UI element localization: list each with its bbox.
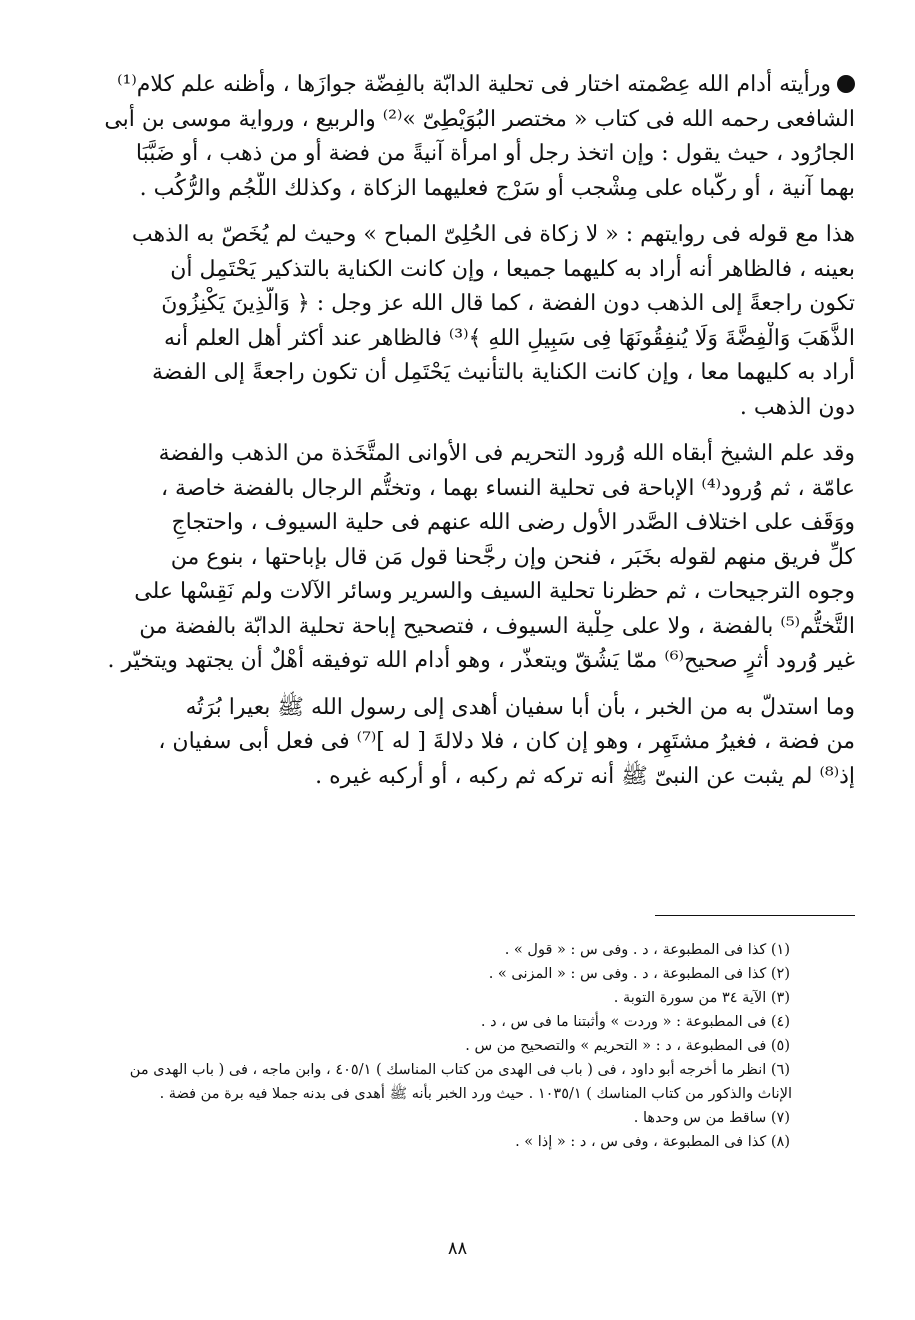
paragraph-3 [60,437,855,679]
text-line: وجوه الترجيحات ، ثم حظرنا تحلية السيف والسرير وسائر الآلات ولم نَقِسْها على [134,579,855,604]
footnote-separator [655,915,855,916]
text-line: تكون راجعةً إلى الذهب دون الفضة ، كما قال الله عز وجل : ﴿ وَالَّذِينَ يَكْنِزُونَ [161,291,855,316]
footnote-5: (٥) فى المطبوعة ، د : « التحريم » والتصحيح من س . [465,1038,790,1054]
text-line: عامّة ، ثم وُرود⁽⁴⁾ الإباحة فى تحلية النساء بهما ، وتختُّم الرجال بالفضة خاصة ، [160,475,855,501]
footnote-6: (٦) انظر ما أخرجه أبو داود ، فى ( باب فى الهدى من كتاب المناسك ) ٤٠٥/١ ، وابن ماجه ، فى ( باب الهدى من [129,1062,790,1078]
footnote-2: (٢) كذا فى المطبوعة ، د . وفى س : « المزنى » . [488,966,790,982]
text-line: ووَقَف على اختلاف الصَّدر الأول رضى الله عنهم فى حلية السيوف ، واحتجاجِ [171,510,855,535]
text-line: الجارُود ، حيث يقول : وإن اتخذ رجل أو امرأة آنيةً من فضة أو من ذهب ، أو ضَبَّبَا [135,141,855,166]
paragraph-1 [60,68,855,206]
text-line: دون الذهب . [739,394,855,420]
footnote-6-continued: الإناث والذكور من كتاب المناسك ) ١٠٣٥/١ . حيث ورد الخبر بأنه ﷺ أهدى فى بدنه جملا فيه برة من فضة . [159,1086,792,1102]
text-line: أراد به كليهما معا ، وإن كانت الكناية بالتأنيث يَحْتَمِل أن تكون راجعةً إلى الفضة [151,360,855,385]
text-line: وقد علم الشيخ أبقاه الله وُرود التحريم فى الأوانى المتَّخَذة من الذهب والفضة [158,441,855,466]
text-line: من فضة ، فغيرُ مشتَهِر ، وهو إن كان ، فلا دلالةَ [ له ]⁽⁷⁾ فى فعل أبى سفيان ، [158,729,855,754]
paragraph-2 [60,218,855,425]
bullet-icon [837,75,855,93]
footnote-3: (٣) الآية ٣٤ من سورة التوبة . [613,990,790,1006]
footnote-4: (٤) فى المطبوعة : « وردت » وأثبتنا ما فى س ، د . [480,1014,790,1030]
text-line: الذَّهَبَ وَالْفِضَّةَ وَلَا يُنفِقُونَهَا فِى سَبِيلِ اللهِ ﴾⁽³⁾ فالظاهر عند أكثر أهل العلم أنه [164,325,855,351]
footnotes [60,938,790,1154]
paragraph-4 [60,691,855,795]
text-line [60,68,855,103]
text-line: التَّختُّم⁽⁵⁾ بالفضة ، ولا على حِلْية السيوف ، فتصحيح إباحة تحلية الدابّة بالفضة من [139,613,855,639]
text-line: بهما آنية ، أو ركَّباه على مِشْجب أو سَرْج فعليهما الزكاة ، وكذلك اللُّجُم والرُّكُب . [139,175,855,201]
page-number: ٨٨ [447,1238,468,1259]
footnote-8: (٨) كذا فى المطبوعة ، وفى س ، د : « إذا » . [515,1134,790,1150]
text-line: إذ⁽⁸⁾ لم يثبت عن النبىّ ﷺ أنه تركه ثم ركبه ، أو أركبه غيره . [315,763,855,789]
text-line: الشافعى رحمه الله فى كتاب « مختصر البُوَيْطِىّ »⁽²⁾ والربيع ، ورواية موسى بن أبى [104,106,855,132]
text-line: بعينه ، فالظاهر أنه أراد به كليهما جميعا ، وإن كانت الكناية بالتذكير يَحْتَمِل أن [170,256,855,282]
page-body [60,60,855,806]
text-line: وما استدلّ به من الخبر ، بأن أبا سفيان أهدى إلى رسول الله ﷺ بعيرا بُرَتُه [185,694,855,720]
text-line: كلِّ فريق منهم لقوله بخَبَر ، فنحن وإن رجَّحنا قول مَن قال بإباحتها ، بنوع من [170,544,855,570]
text-line: هذا مع قوله فى روايتهم : « لا زكاة فى الحُلِىّ المباح » وحيث لم يُخَصّ به الذهب [131,222,855,247]
footnote-1: (١) كذا فى المطبوعة ، د . وفى س : « قول » . [504,942,790,958]
main-text [60,68,855,794]
text-line: غير وُرود أثرٍ صحيح⁽⁶⁾ ممّا يَشُقّ ويتعذّر ، وهو أدام الله توفيقه أهْلٌ أن يجتهد ويتخيّر . [107,648,855,673]
footnote-7: (٧) ساقط من س وحدها . [633,1110,790,1126]
text-line-content: ورأيته أدام الله عِصْمته اختار فى تحلية الدابّة بالفِضّة جوازَها ، وأظنه علم كلام⁽¹⁾ [117,72,831,97]
